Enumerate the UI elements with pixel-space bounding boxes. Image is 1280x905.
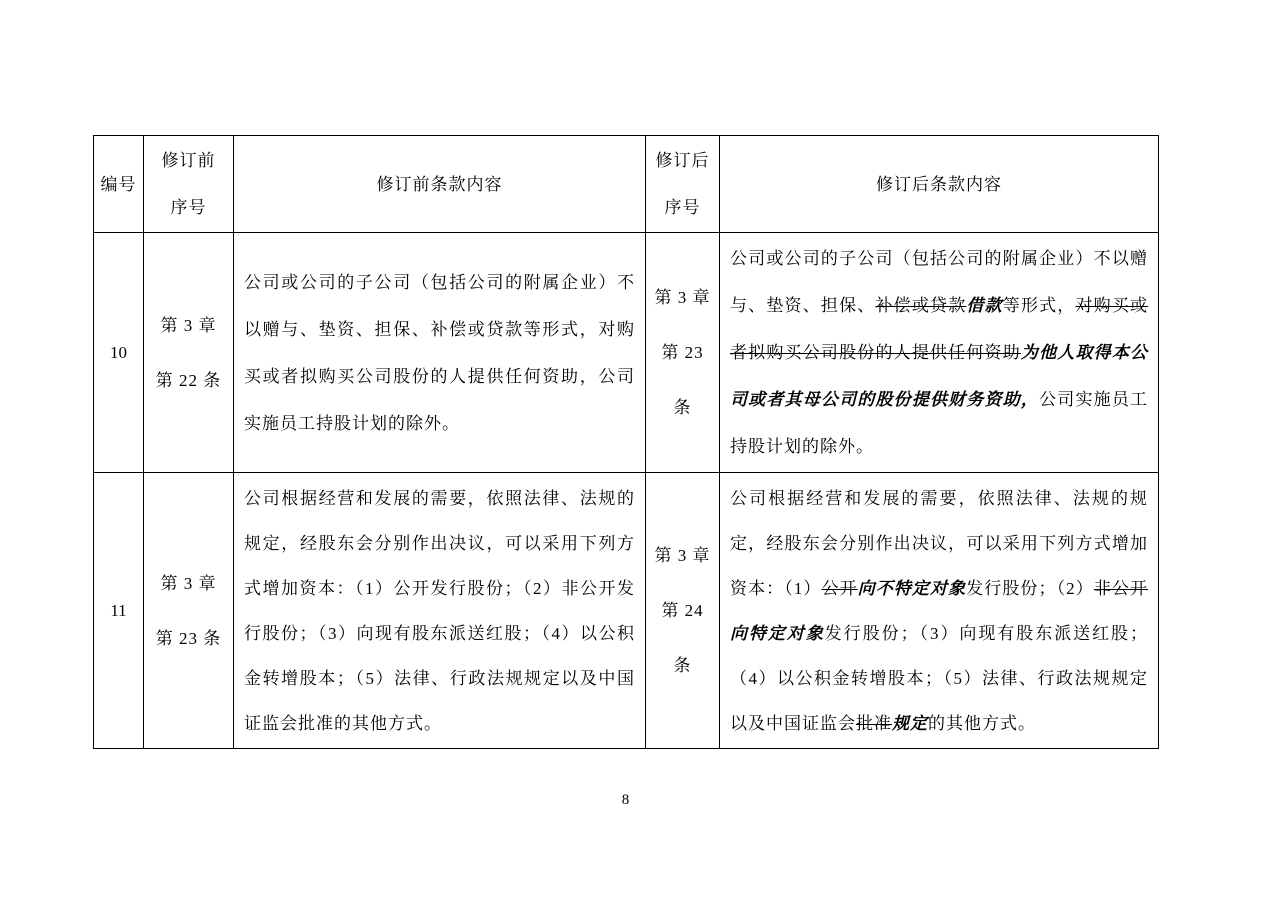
- table-row: [94, 473, 1159, 749]
- header-before-no: [144, 136, 234, 233]
- before-clause-content: [234, 233, 646, 473]
- clause-text: 的其他方式。: [928, 713, 1036, 733]
- deleted-text: 批准: [856, 713, 892, 733]
- row-id: 11: [94, 473, 144, 749]
- text-line: 第 23: [661, 343, 704, 362]
- clause-text: 等形式，: [1002, 296, 1076, 315]
- inserted-text: 向不特定对象: [857, 578, 967, 598]
- header-after-no: [646, 136, 720, 233]
- clause-text: 公司根据经营和发展的需要，依照法律、法规的规定，经股东会分别作出决议，可以采用下列方式增加资本：（1）公开发行股份；（2）非公开发行股份；（3）向现有股东派送红股；（4）以公积金转增股本；（5）法律、行政法规规定以及中国证监会批准的其他方式。: [244, 488, 635, 733]
- inserted-text: 借款: [966, 296, 1003, 315]
- text-line: 第 3 章: [160, 315, 217, 335]
- header-before-content: 修订前条款内容: [234, 136, 646, 233]
- clause-text: 公司根据经营和发展的需要，依照法律、法规的规定，经股东会分别作出决议，可以采用下列方式增加资本：（1）: [730, 488, 1148, 598]
- after-clause-content: [720, 233, 1159, 473]
- clause-text: 公司或公司的子公司（包括公司的附属企业）不以赠与、垫资、担保、: [730, 249, 1148, 315]
- inserted-text: 规定: [892, 713, 928, 733]
- after-article-no: [646, 233, 720, 473]
- deleted-text: 非公开: [1093, 578, 1149, 598]
- table-header-row: [94, 136, 1159, 233]
- text-line: 条: [673, 656, 692, 675]
- clause-text: 发行股份；（3）向现有股东派送红股；（4）以公积金转增股本；（5）法律、行政法规规定以及中国证监会: [730, 623, 1149, 733]
- text-line: 条: [673, 398, 692, 417]
- inserted-text: 向特定对象: [730, 623, 825, 643]
- clause-text: 公司实施员工持股计划的除外。: [730, 390, 1149, 456]
- header-id: 编号: [94, 136, 144, 233]
- deleted-text: 公开: [821, 578, 858, 598]
- before-article-no: [144, 233, 234, 473]
- header-after-content: 修订后条款内容: [720, 136, 1159, 233]
- inserted-text: 为他人取得本公司或者其母公司的股份提供财务资助，: [730, 343, 1149, 409]
- page-number: 8: [621, 792, 630, 808]
- text-line: 序号: [170, 198, 207, 217]
- before-clause-content: [234, 473, 646, 749]
- text-line: 第 22 条: [155, 370, 222, 390]
- deleted-text: 对购买或者拟购买公司股份的人提供任何资助: [730, 296, 1149, 362]
- text-line: 第 24: [661, 601, 704, 620]
- clause-text: 发行股份；（2）: [966, 578, 1094, 598]
- revision-comparison-table: [93, 135, 1159, 749]
- text-line: 修订前: [161, 151, 216, 170]
- after-article-no: [646, 473, 720, 749]
- text-line: 修订后: [655, 151, 710, 170]
- table-row: [94, 233, 1159, 473]
- before-article-no: [144, 473, 234, 749]
- text-line: 第 3 章: [654, 288, 711, 307]
- text-line: 序号: [664, 198, 701, 217]
- text-line: 第 3 章: [160, 573, 217, 593]
- deleted-text: 补偿或贷款: [875, 296, 967, 315]
- text-line: 第 23 条: [155, 628, 222, 648]
- text-line: 第 3 章: [654, 546, 711, 565]
- after-clause-content: [720, 473, 1159, 749]
- clause-text: 公司或公司的子公司（包括公司的附属企业）不以赠与、垫资、担保、补偿或贷款等形式，对购买或者拟购买公司股份的人提供任何资助，公司实施员工持股计划的除外。: [244, 272, 635, 433]
- row-id: 10: [94, 233, 144, 473]
